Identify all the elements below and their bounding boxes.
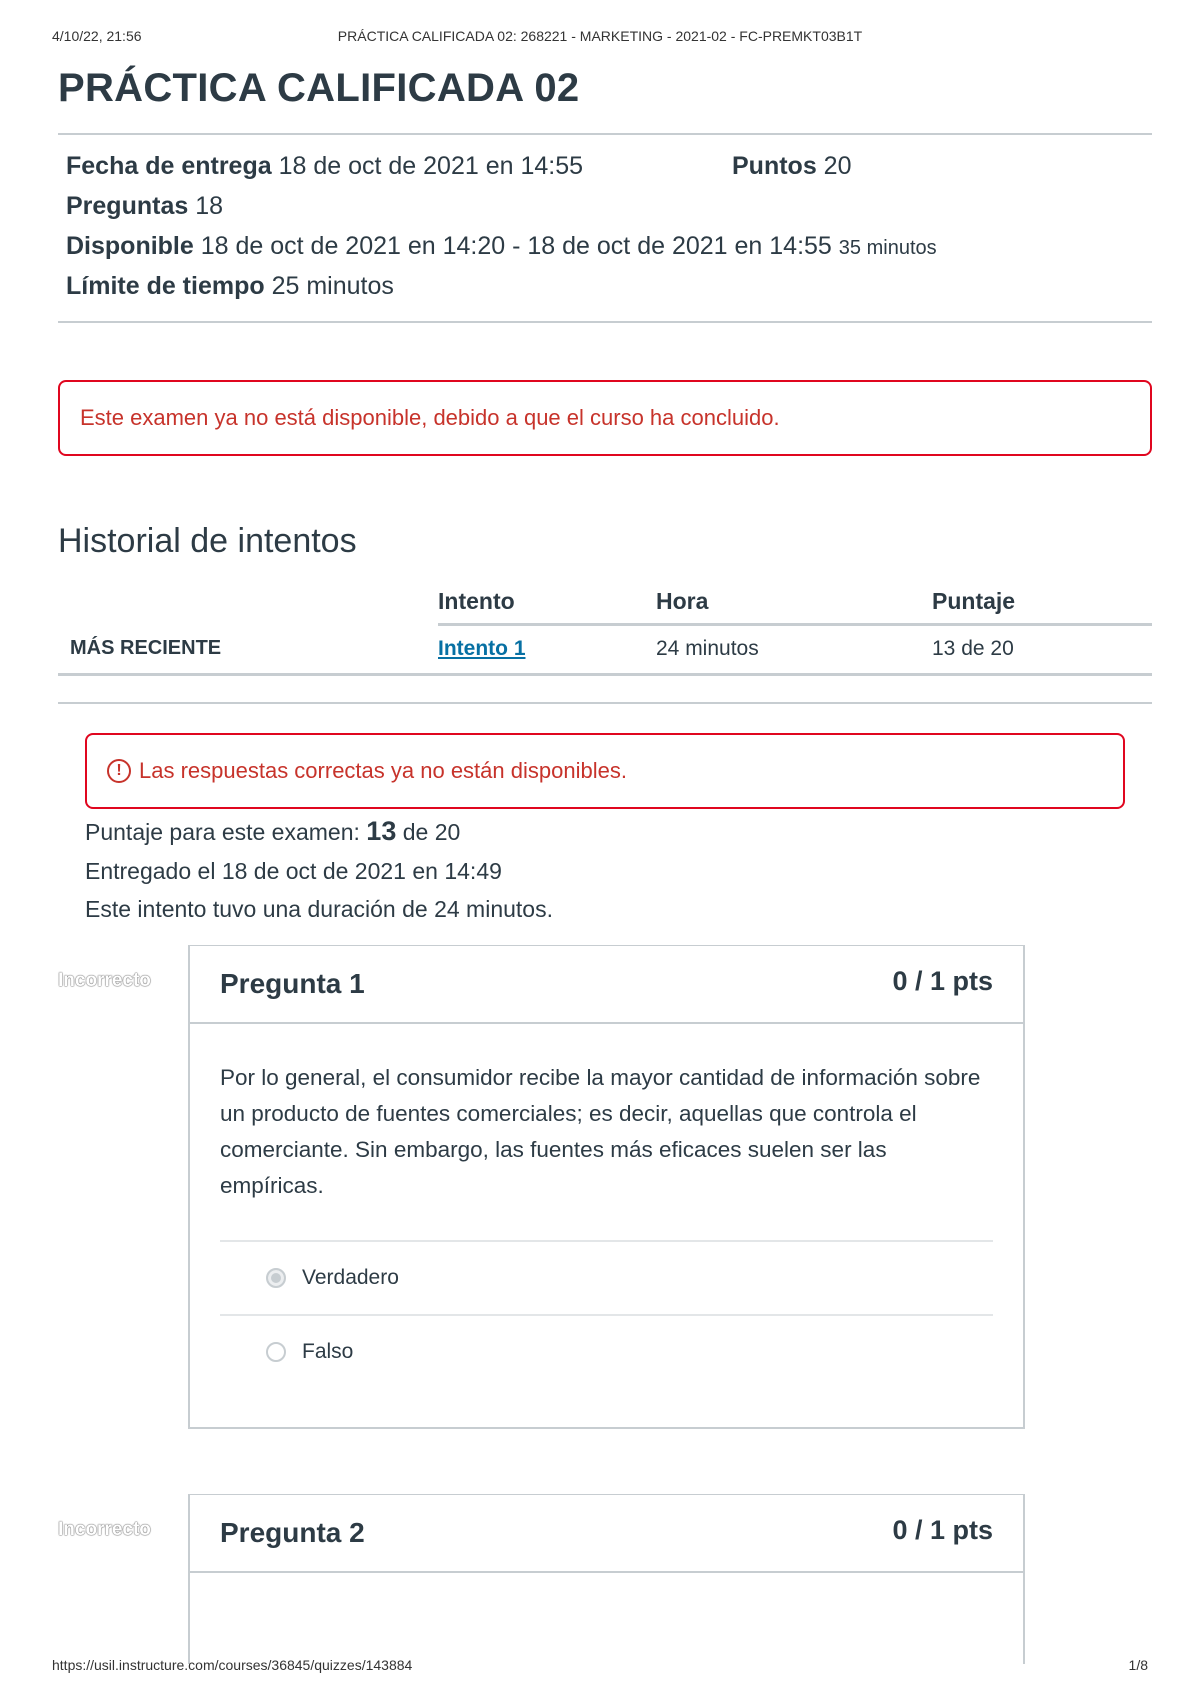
question-status: Incorrecto [58,1519,151,1540]
table-row [58,624,1152,674]
column-header-attempt: Intento [438,580,656,624]
time-limit-value: 25 minutos [271,272,394,300]
points-value: 20 [823,152,852,180]
points-label: Puntos [732,152,817,180]
column-header-score: Puntaje [932,580,1152,624]
attempt-history-table [58,580,1152,676]
submitted-date: Entregado el 18 de oct de 2021 en 14:49 [85,858,502,884]
print-footer [52,1657,1148,1677]
unavailable-alert-text: Este examen ya no está disponible, debido a que el curso ha concluido. [80,405,780,430]
available-value: 18 de oct de 2021 en 14:20 - 18 de oct de 2021 en 14:55 [200,232,832,260]
question-name: Pregunta 2 [220,1517,365,1548]
question-status: Incorrecto [58,970,151,991]
row-label: MÁS RECIENTE [58,624,438,674]
available-label: Disponible [66,232,194,260]
answer-label: Verdadero [302,1266,399,1289]
empty-header [58,580,438,624]
availability [66,232,937,261]
questions-label: Preguntas [66,192,189,220]
time-limit [66,272,394,301]
print-timestamp: 4/10/22, 21:56 [52,28,142,44]
score-suffix: de 20 [402,819,461,845]
question-name: Pregunta 1 [220,968,365,999]
question-points: 0 / 1 pts [892,966,993,996]
table-header-row [58,580,1152,624]
answers-unavailable-alert [85,733,1125,809]
question-text: Por lo general, el consumidor recibe la mayor cantidad de información sobre un producto de fuentes comerciales; es decir, aquellas que controla el comerciante. Sin embargo, las fuentes más eficaces suelen ser las empíricas. [220,1065,981,1198]
attempt-duration: Este intento tuvo una duración de 24 minutos. [85,896,553,922]
questions-value: 18 [195,192,224,220]
warning-icon: ! [107,759,131,783]
unavailable-alert [58,380,1152,456]
answer-label: Falso [302,1340,354,1363]
time-limit-label: Límite de tiempo [66,272,265,300]
attempt-cell [438,624,656,674]
time-cell: 24 minutos [656,624,932,674]
score-prefix: Puntaje para este examen: [85,819,360,845]
answers-alert-text: Las respuestas correctas ya no están disponibles. [139,758,627,783]
divider [58,702,1152,704]
points [732,152,851,181]
due-date [66,152,583,181]
print-title: PRÁCTICA CALIFICADA 02: 268221 - MARKETING - 2021-02 - FC-PREMKT03B1T [337,28,863,44]
available-duration: 35 minutos [838,237,937,259]
question-header [190,946,1023,1024]
attempt-link[interactable]: Intento 1 [438,637,526,660]
score-value: 13 [366,816,397,846]
questions-count [66,192,223,221]
print-header [52,28,1148,48]
question-body [190,1024,1023,1388]
column-header-time: Hora [656,580,932,624]
radio-selected-icon [266,1268,286,1288]
question-header [190,1495,1023,1573]
answer-option[interactable] [220,1242,993,1314]
score-summary [85,816,460,847]
due-label: Fecha de entrega [66,152,272,180]
question-points: 0 / 1 pts [892,1515,993,1545]
history-title: Historial de intentos [58,522,357,560]
page-number: 1/8 [1128,1657,1148,1673]
divider [58,321,1152,323]
due-value: 18 de oct de 2021 en 14:55 [278,152,584,180]
divider [58,133,1152,135]
print-url: https://usil.instructure.com/courses/36845/quizzes/143884 [52,1657,413,1673]
page-title: PRÁCTICA CALIFICADA 02 [58,66,580,110]
question-card [188,945,1025,1429]
answer-option[interactable] [220,1316,993,1388]
question-card [188,1494,1025,1664]
score-cell: 13 de 20 [932,624,1152,674]
radio-icon [266,1342,286,1362]
